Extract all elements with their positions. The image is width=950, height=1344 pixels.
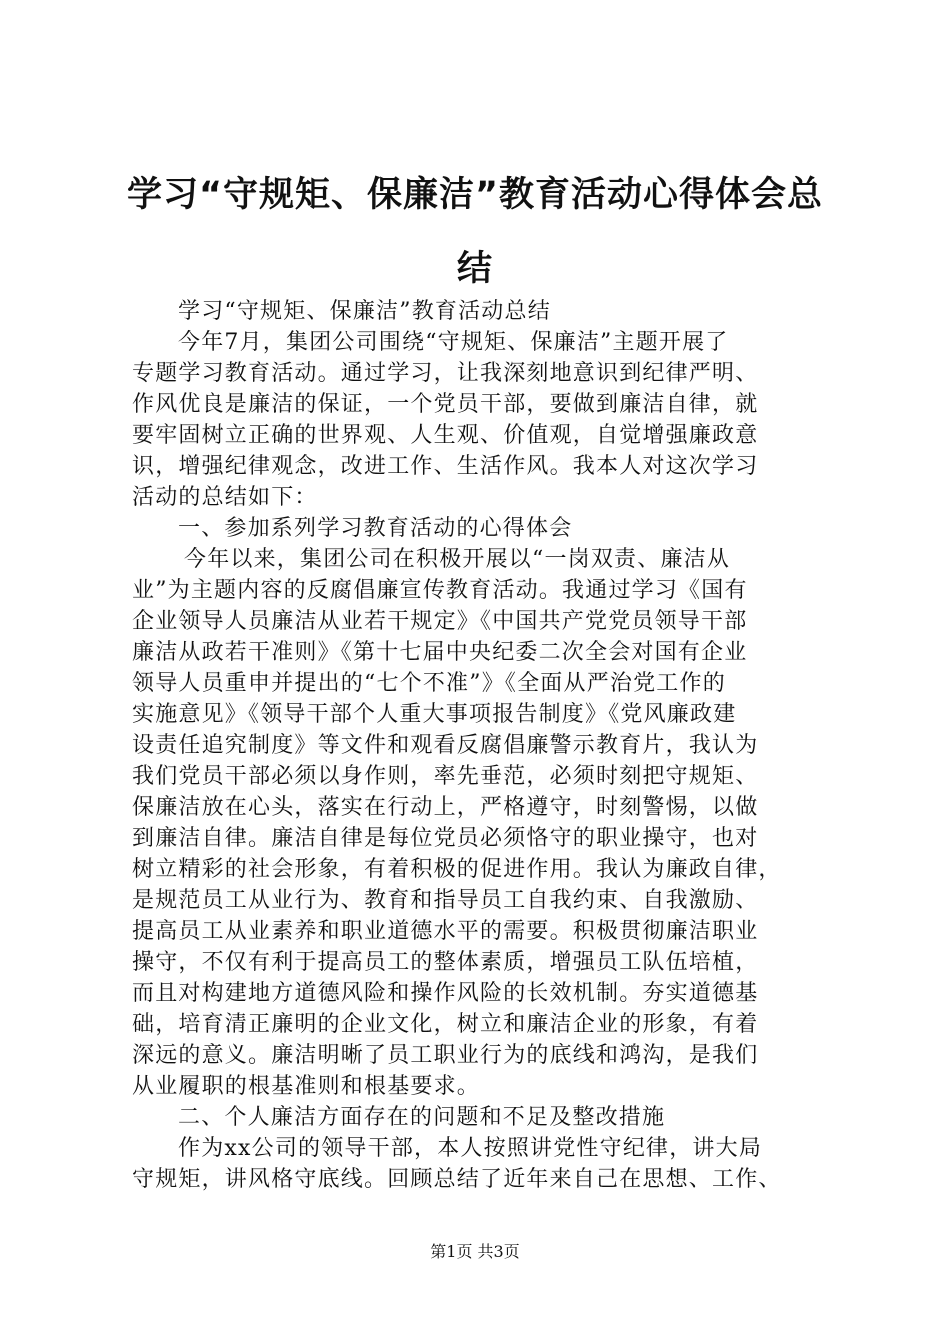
page-footer (0, 1241, 950, 1263)
paragraph-line: 活动的总结如下： (132, 485, 318, 510)
paragraph-line: 深远的意义。廉洁明晰了员工职业行为的底线和鸿沟，是我们 (132, 1043, 759, 1068)
section-heading: 一、参加系列学习教育活动的心得体会 (178, 516, 573, 541)
paragraph-line: 领导人员重申并提出的“七个不准”》《全面从严治党工作的 (132, 671, 726, 696)
paragraph-line: 企业领导人员廉洁从业若干规定》《中国共产党党员领导干部 (132, 609, 748, 634)
paragraph-line: 识，增强纪律观念，改进工作、生活作风。我本人对这次学习 (132, 454, 759, 479)
paragraph-line: 作为xx公司的领导干部，本人按照讲党性守纪律，讲大局 (178, 1136, 763, 1161)
paragraph-line: 作风优良是廉洁的保证，一个党员干部，要做到廉洁自律，就 (132, 392, 759, 417)
document-title (110, 158, 840, 306)
paragraph-line: 业”为主题内容的反腐倡廉宣传教育活动。我通过学习《国有 (132, 578, 748, 603)
paragraph-line: 要牢固树立正确的世界观、人生观、价值观，自觉增强廉政意 (132, 423, 759, 448)
paragraph-line: 设责任追究制度》等文件和观看反腐倡廉警示教育片，我认为 (132, 733, 759, 758)
page-number: 第1页 共3页 (430, 1242, 520, 1261)
section-heading: 二、个人廉洁方面存在的问题和不足及整改措施 (178, 1105, 666, 1130)
paragraph-line: 今年7月，集团公司围绕“守规矩、保廉洁”主题开展了 (178, 330, 729, 355)
paragraph-line: 而且对构建地方道德风险和操作风险的长效机制。夯实道德基 (132, 981, 759, 1006)
paragraph-line: 实施意见》《领导干部个人重大事项报告制度》《党风廉政建 (132, 702, 737, 727)
paragraph-line: 提高员工从业素养和职业道德水平的需要。积极贯彻廉洁职业 (132, 919, 759, 944)
paragraph-line: 树立精彩的社会形象，有着积极的促进作用。我认为廉政自律， (132, 857, 782, 882)
subtitle: 学习“守规矩、保廉洁”教育活动总结 (178, 299, 551, 324)
paragraph-line: 保廉洁放在心头，落实在行动上，严格遵守，时刻警惕，以做 (132, 795, 759, 820)
title-line-1: 学习“守规矩、保廉洁”教育活动心得体会总 (126, 175, 823, 215)
paragraph-line: 操守，不仅有利于提高员工的整体素质，增强员工队伍培植， (132, 950, 759, 975)
paragraph-line: 守规矩，讲风格守底线。回顾总结了近年来自己在思想、工作、 (132, 1167, 782, 1192)
paragraph-line: 专题学习教育活动。通过学习，让我深刻地意识到纪律严明、 (132, 361, 759, 386)
document-body (132, 296, 832, 1195)
paragraph-line: 从业履职的根基准则和根基要求。 (132, 1074, 481, 1099)
paragraph-line: 础，培育清正廉明的企业文化，树立和廉洁企业的形象，有着 (132, 1012, 759, 1037)
paragraph-line: 到廉洁自律。廉洁自律是每位党员必须恪守的职业操守，也对 (132, 826, 759, 851)
paragraph-line: 今年以来，集团公司在积极开展以“一岗双责、廉洁从 (184, 547, 731, 572)
paragraph-line: 是规范员工从业行为、教育和指导员工自我约束、自我激励、 (132, 888, 759, 913)
paragraph-line: 廉洁从政若干准则》《第十七届中央纪委二次全会对国有企业 (132, 640, 748, 665)
title-line-2: 结 (456, 249, 493, 289)
paragraph-line: 我们党员干部必须以身作则，率先垂范，必须时刻把守规矩、 (132, 764, 759, 789)
